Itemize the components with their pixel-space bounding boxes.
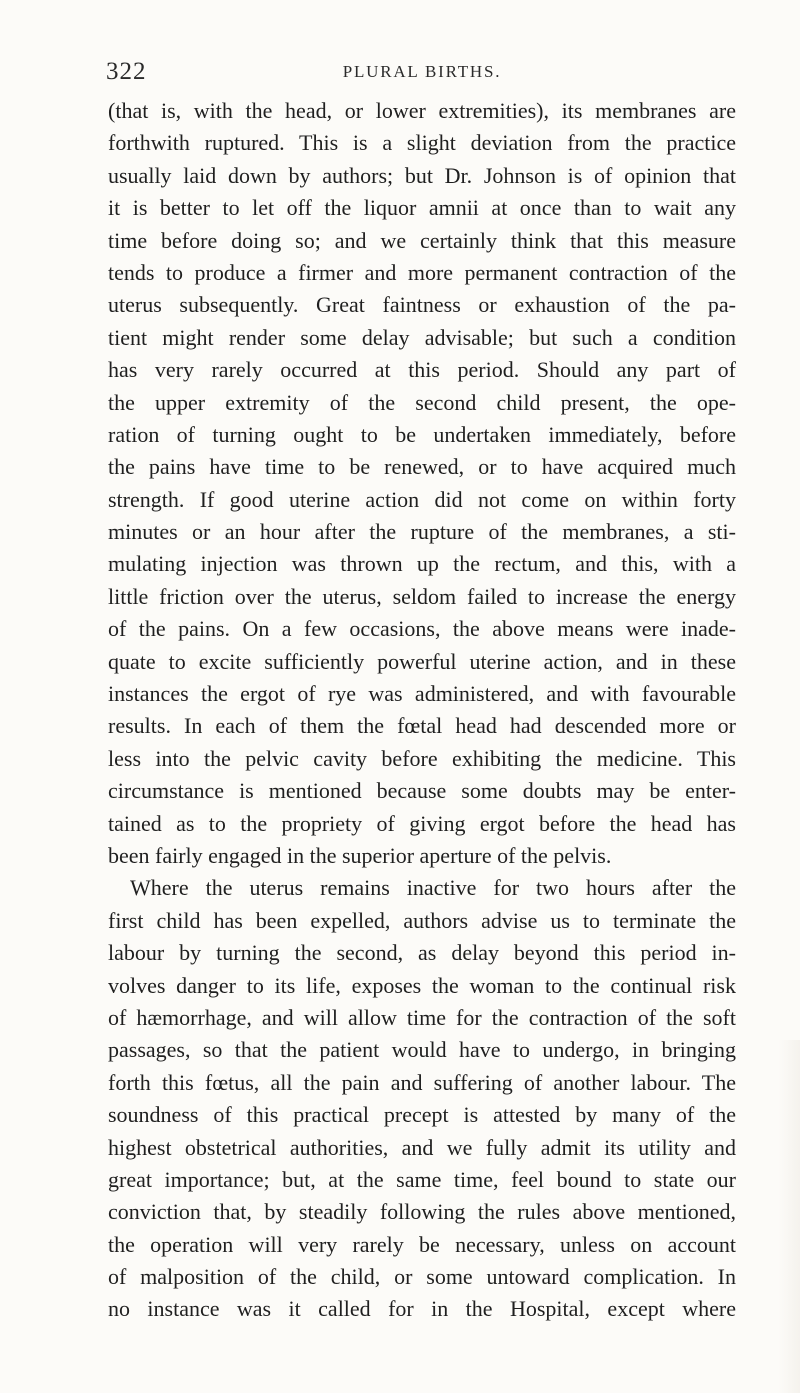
text-line: quate to excite sufficiently powerful uterine action, and in these	[108, 648, 736, 674]
text-line: passages, so that the patient would have to undergo, in bringing	[108, 1037, 736, 1063]
text-line: no instance was it called for in the Hospital, except where	[108, 1296, 736, 1322]
text-line: conviction that, by steadily following the rules above mentioned,	[108, 1199, 736, 1225]
text-line: usually laid down by authors; but Dr. Johnson is of opinion that	[108, 162, 736, 188]
text-line: soundness of this practical precept is attested by many of the	[108, 1102, 736, 1128]
text-line: the upper extremity of the second child present, the ope-	[108, 389, 736, 415]
text-line: of the pains. On a few occasions, the above means were inade-	[108, 616, 736, 642]
text-line: time before doing so; and we certainly think that this measure	[108, 227, 736, 253]
text-line: minutes or an hour after the rupture of the membranes, a sti-	[108, 519, 736, 545]
text-line: mulating injection was thrown up the rectum, and this, with a	[108, 551, 736, 577]
text-line: forth this fœtus, all the pain and suffering of another labour. The	[108, 1069, 736, 1095]
text-line: been fairly engaged in the superior aperture of the pelvis.	[108, 842, 612, 868]
text-line: little friction over the uterus, seldom failed to increase the energy	[108, 583, 736, 609]
text-line: results. In each of them the fœtal head had descended more or	[108, 713, 736, 739]
text-line: highest obstetrical authorities, and we fully admit its utility and	[108, 1134, 736, 1160]
running-title: PLURAL BIRTHS.	[342, 62, 502, 81]
text-line: it is better to let off the liquor amnii at once than to wait any	[108, 195, 736, 221]
text-line: the operation will very rarely be necessary, unless on account	[108, 1231, 736, 1257]
text-line: (that is, with the head, or lower extremities), its membranes are	[108, 98, 736, 123]
text-line: forthwith ruptured. This is a slight deviation from the practice	[108, 130, 736, 156]
text-line: labour by turning the second, as delay beyond this period in-	[108, 940, 736, 966]
text-line: circumstance is mentioned because some doubts may be enter-	[108, 778, 736, 804]
text-line: tained as to the propriety of giving ergot before the head has	[108, 810, 736, 836]
text-line: tends to produce a firmer and more permanent contraction of the	[108, 259, 736, 285]
text-line: has very rarely occurred at this period. Should any part of	[108, 357, 736, 383]
text-line: Where the uterus remains inactive for two hours after the	[130, 875, 736, 901]
text-line: first child has been expelled, authors advise us to terminate the	[108, 907, 736, 933]
text-line: uterus subsequently. Great faintness or exhaustion of the pa-	[108, 292, 736, 318]
running-header	[106, 58, 738, 88]
text-line: strength. If good uterine action did not come on within forty	[108, 486, 736, 512]
text-line: less into the pelvic cavity before exhibiting the medicine. This	[108, 745, 736, 771]
text-line: tient might render some delay advisable; but such a condition	[108, 324, 736, 350]
page-number: 322	[106, 58, 147, 85]
text-line: instances the ergot of rye was administered, and with favourable	[108, 681, 736, 707]
text-line: great importance; but, at the same time, feel bound to state our	[108, 1166, 736, 1192]
text-line: of hæmorrhage, and will allow time for the contraction of the soft	[108, 1004, 736, 1030]
page-edge-shadow	[778, 1040, 800, 1393]
text-line: the pains have time to be renewed, or to have acquired much	[108, 454, 736, 480]
text-line: of malposition of the child, or some untoward complication. In	[108, 1264, 736, 1290]
body-text	[108, 95, 736, 1326]
text-line: volves danger to its life, exposes the woman to the continual risk	[108, 972, 736, 998]
text-line: ration of turning ought to be undertaken immediately, before	[108, 421, 736, 447]
